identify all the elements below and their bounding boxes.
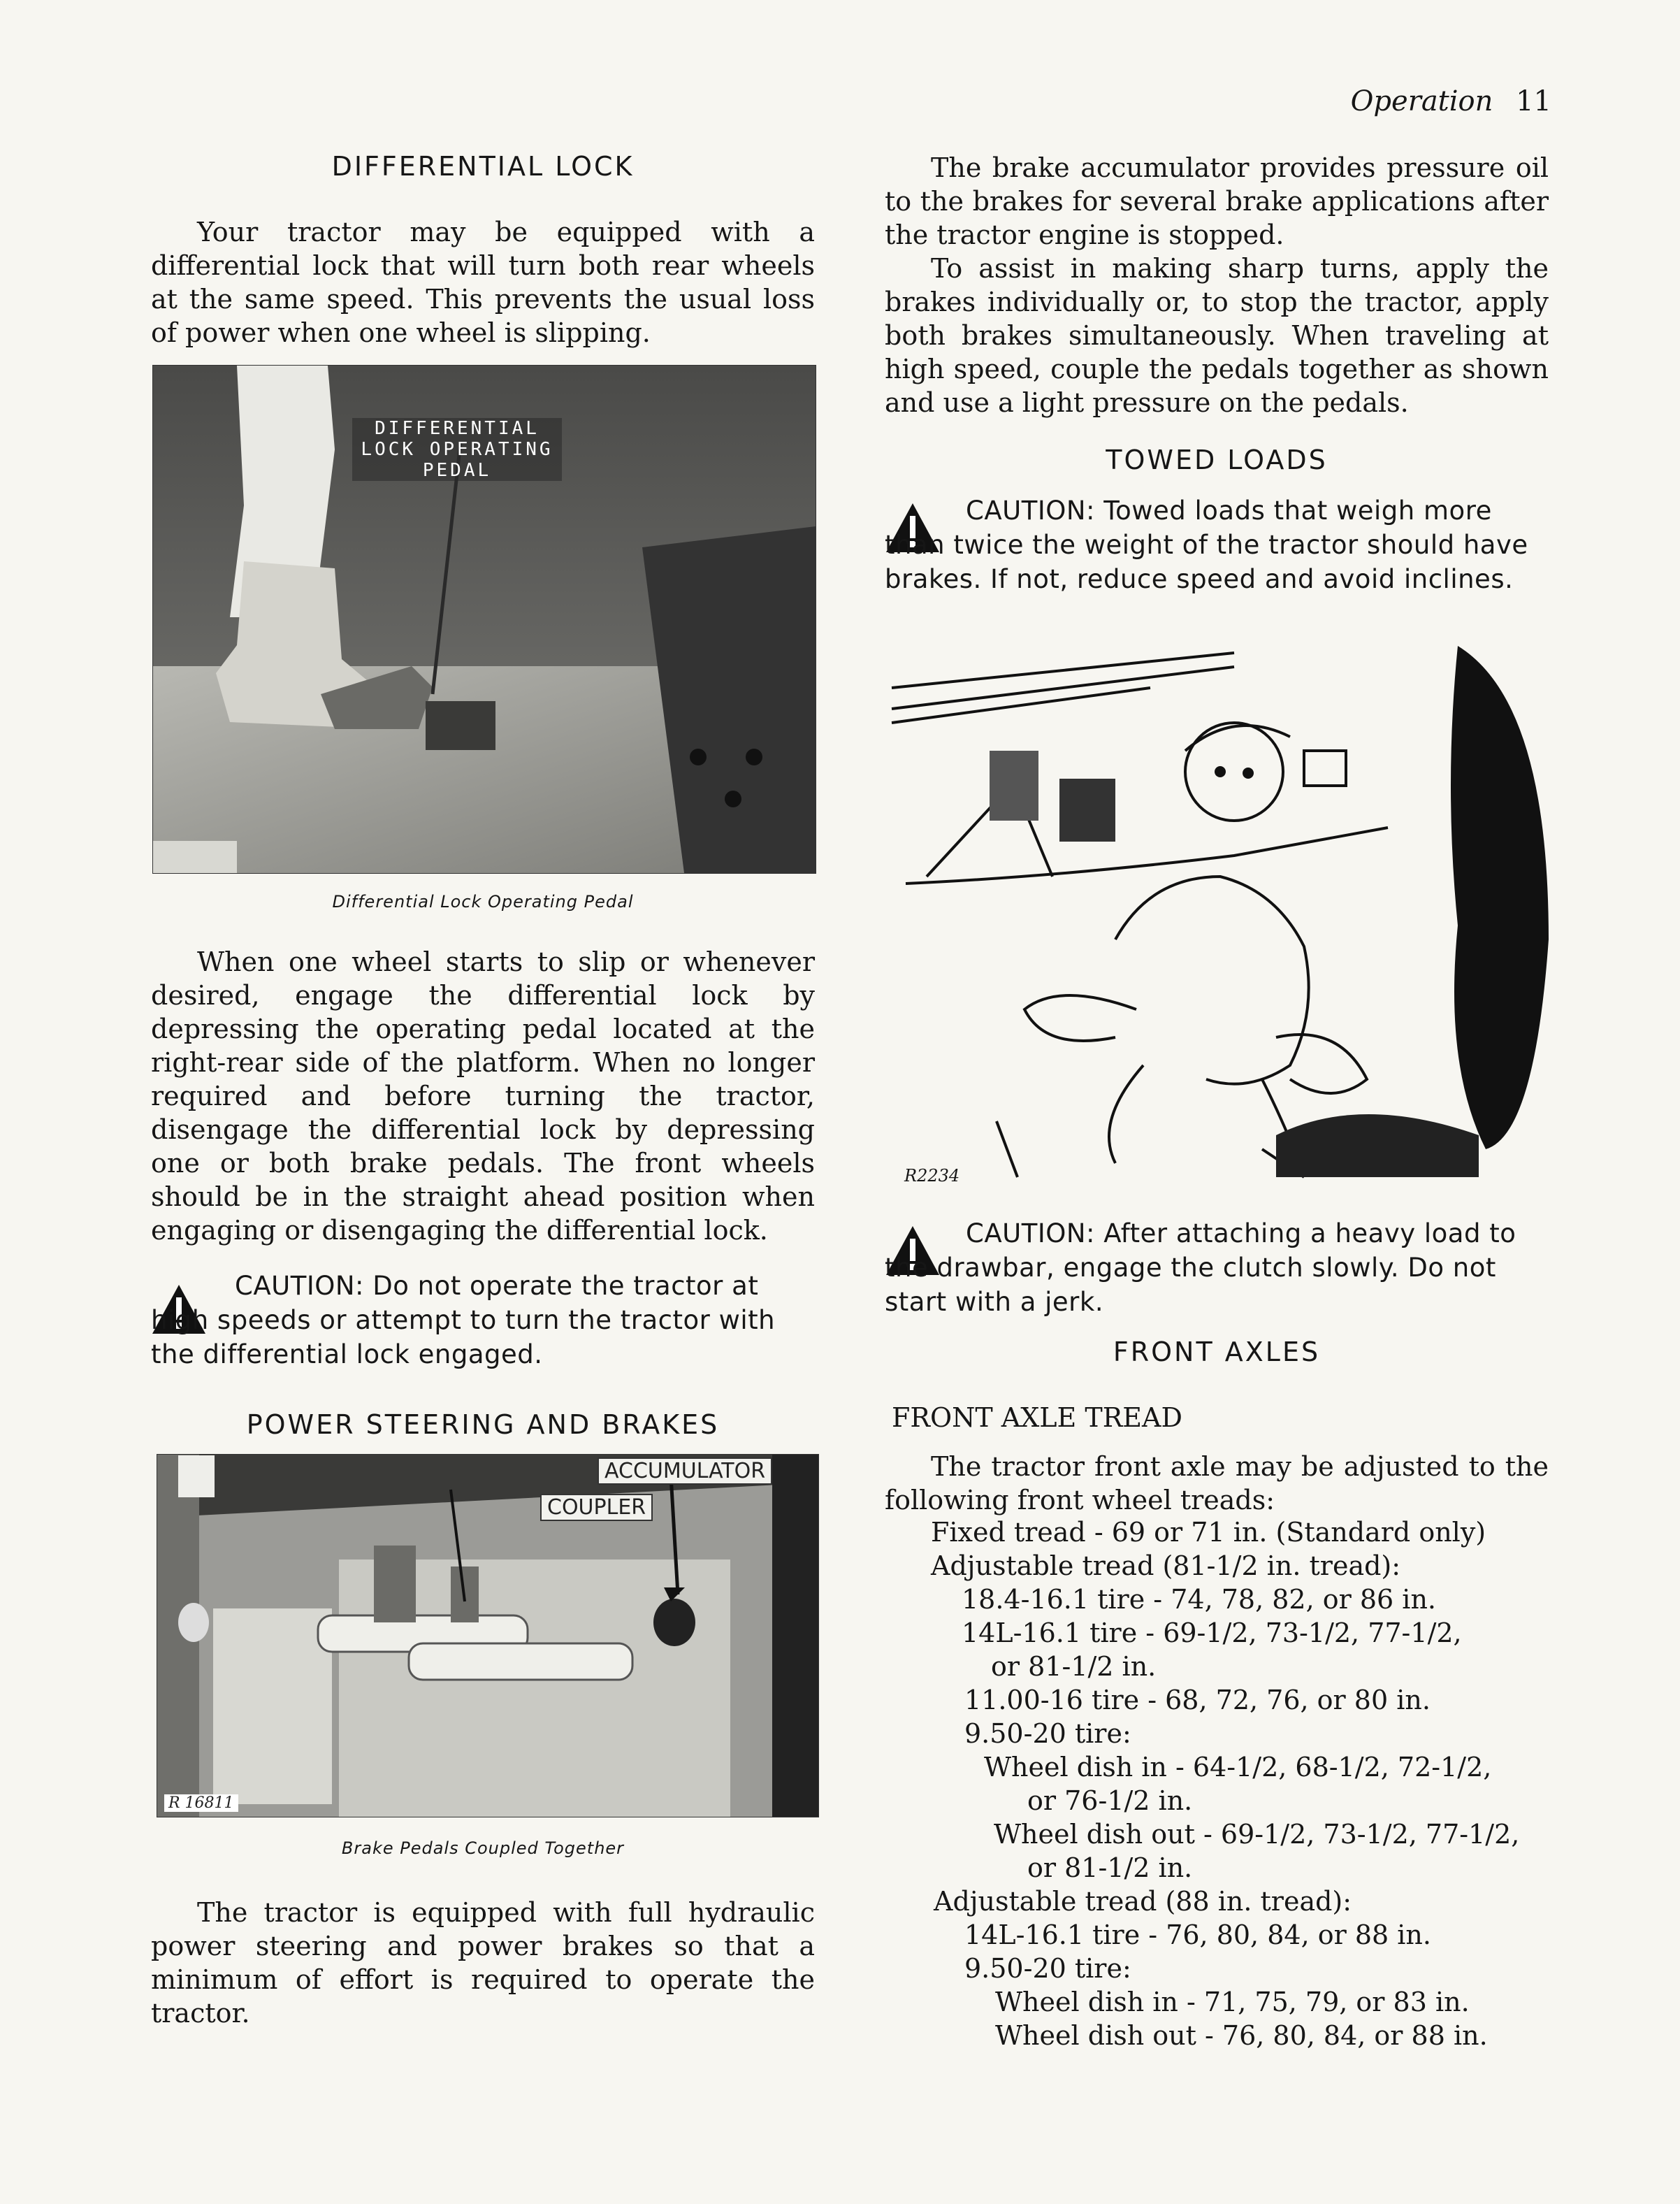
page-header	[1314, 85, 1551, 117]
brakes-paragraph-1: The brake accumulator provides pressure oil to the brakes for several brake applications after the tractor engine is stopped.	[885, 152, 1549, 250]
heading-front-axles: FRONT AXLES	[1113, 1337, 1321, 1367]
tread-line: 18.4-16.1 tire - 74, 78, 82, or 86 in.	[962, 1584, 1437, 1615]
diff-lock-intro: Your tractor may be equipped with a differential lock that will turn both rear wheels at the same speed. This prevents the usual loss of power when one wheel is slipping.	[151, 217, 815, 348]
tread-line: Wheel dish in - 64-1/2, 68-1/2, 72-1/2,	[984, 1752, 1492, 1782]
tread-line: 14L-16.1 tire - 69-1/2, 73-1/2, 77-1/2,	[962, 1618, 1462, 1648]
cartoon-farmer-image	[885, 646, 1549, 1205]
tread-line: 9.50-20 tire:	[964, 1718, 1131, 1749]
tread-line: Fixed tread - 69 or 71 in. (Standard only)	[931, 1517, 1486, 1548]
diff-lock-body: When one wheel starts to slip or whenever desired, engage the differential lock by depressing the operating pedal located at the right-rear side of the platform. When no longer required and before turning the tractor, disengage the differential lock by depressing one or both brake pedals. The front wheels should be in the straight ahead position when engaging or disengaging the differential lock.	[151, 946, 815, 1246]
power-steering-body: The tractor is equipped with full hydraulic power steering and power brakes so that a minimum of effort is required to operate the tractor.	[151, 1897, 815, 2029]
front-axle-intro: The tractor front axle may be adjusted to the following front wheel treads:	[885, 1451, 1549, 1515]
heading-differential-lock: DIFFERENTIAL LOCK	[331, 151, 635, 182]
tread-line: Adjustable tread (88 in. tread):	[934, 1886, 1352, 1917]
caption-brake-pedals: Brake Pedals Coupled Together	[341, 1838, 625, 1858]
pedal-label-line-1: DIFFERENTIAL	[375, 418, 540, 439]
brakes-paragraph-2: To assist in making sharp turns, apply the brakes individually or, to stop the tractor, apply both brakes simultaneously. When traveling at high speed, couple the pedals together as shown and use a light pressure on the pedals.	[885, 253, 1549, 418]
caution-diff-lock: CAUTION: Do not operate the tractor at high speeds or attempt to turn the tractor with the differential lock engaged.	[151, 1271, 776, 1369]
accumulator-label: ACCUMULATOR	[598, 1457, 772, 1485]
tread-line: 11.00-16 tire - 68, 72, 76, or 80 in.	[964, 1685, 1431, 1715]
pedal-label-line-3: PEDAL	[422, 460, 492, 481]
tread-line: or 76-1/2 in.	[1027, 1785, 1193, 1816]
coupled-pedals-image	[157, 1455, 818, 1817]
tread-line: Wheel dish out - 69-1/2, 73-1/2, 77-1/2,	[994, 1819, 1520, 1850]
caution-towed-loads: CAUTION: Towed loads that weigh more than twice the weight of the tractor should have brakes. If not, reduce speed and avoid inclines.	[885, 496, 1528, 594]
cartoon-number: R2234	[904, 1166, 960, 1186]
caption-diff-lock: Differential Lock Operating Pedal	[332, 892, 634, 912]
photo-number: R 16811	[164, 1794, 238, 1812]
tread-line: 9.50-20 tire:	[964, 1953, 1131, 1984]
pedal-label-line-2: LOCK OPERATING	[361, 439, 553, 460]
towed-load-cartoon	[885, 646, 1549, 1205]
heading-power-steering: POWER STEERING AND BRAKES	[246, 1409, 720, 1440]
tread-line: or 81-1/2 in.	[1027, 1852, 1193, 1883]
caution-drawbar: CAUTION: After attaching a heavy load to the drawbar, engage the clutch slowly. Do not start with a jerk.	[885, 1218, 1516, 1317]
section-title: Operation	[1350, 85, 1493, 117]
tread-line: Wheel dish in - 71, 75, 79, or 83 in.	[995, 1987, 1470, 2017]
coupler-label: COUPLER	[540, 1494, 653, 1521]
tread-line: Adjustable tread (81-1/2 in. tread):	[931, 1550, 1401, 1581]
pedal-label	[352, 418, 562, 481]
tread-line: 14L-16.1 tire - 76, 80, 84, or 88 in.	[964, 1920, 1431, 1950]
diff-lock-pedal-photo	[152, 365, 816, 874]
brake-pedals-photo	[157, 1454, 819, 1817]
subheading-front-axle-tread: FRONT AXLE TREAD	[892, 1402, 1182, 1433]
page-number: 11	[1516, 85, 1551, 117]
tread-line: Wheel dish out - 76, 80, 84, or 88 in.	[995, 2020, 1488, 2051]
heading-towed-loads: TOWED LOADS	[1106, 445, 1328, 475]
tread-line: or 81-1/2 in.	[991, 1651, 1157, 1682]
